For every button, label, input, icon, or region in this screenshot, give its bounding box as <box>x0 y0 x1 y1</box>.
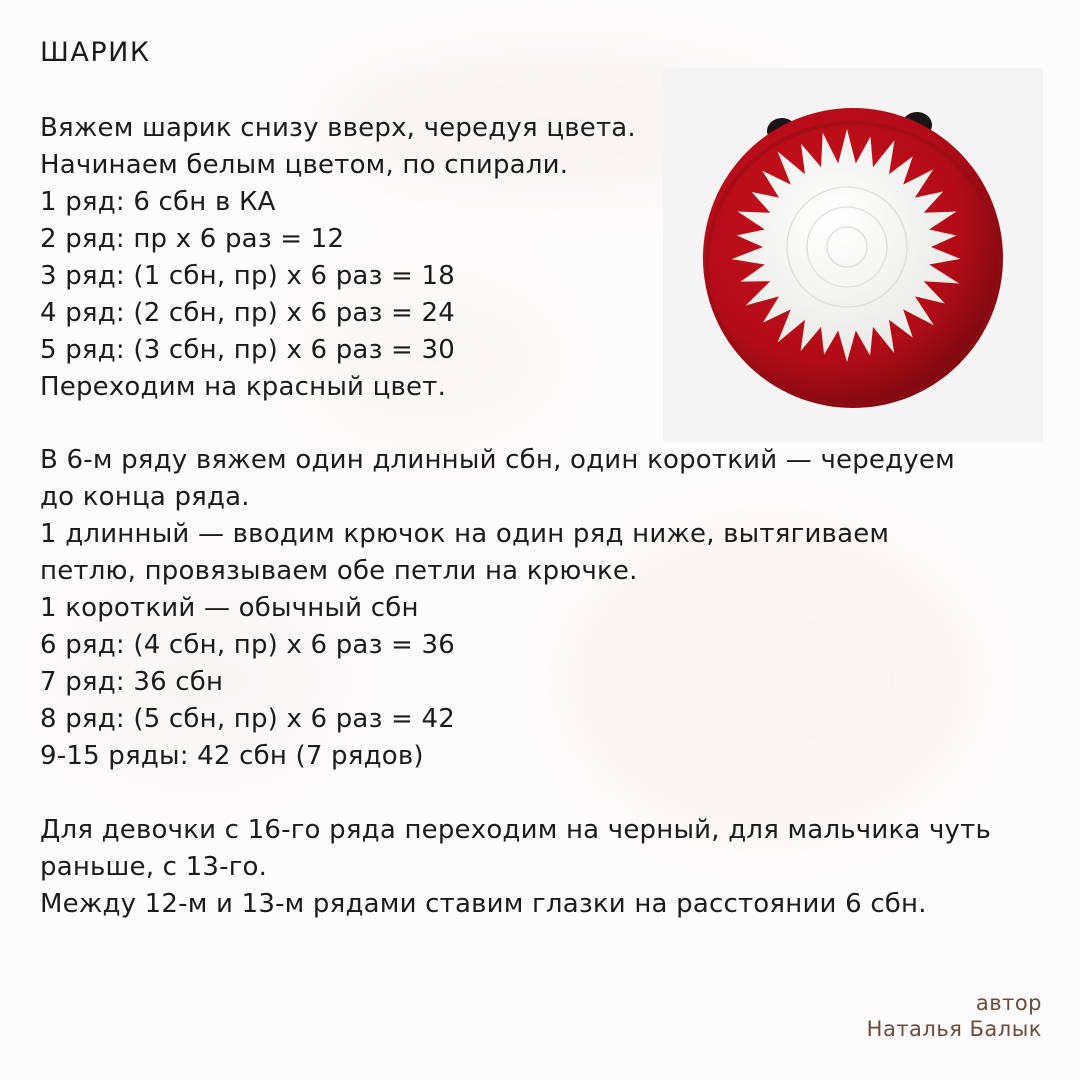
author-credit <box>867 990 1042 1042</box>
instruction-line: до конца ряда. <box>40 482 250 512</box>
instruction-line: Вяжем шарик снизу вверх, чередуя цвета. <box>40 113 636 143</box>
instruction-line: 9-15 ряды: 42 сбн (7 рядов) <box>40 741 424 771</box>
author-label: автор <box>975 991 1042 1015</box>
instruction-line: 3 ряд: (1 сбн, пр) х 6 раз = 18 <box>40 261 455 291</box>
instructions-section-rows <box>40 442 955 775</box>
instruction-line: 6 ряд: (4 сбн, пр) х 6 раз = 36 <box>40 630 455 660</box>
instruction-line: 1 короткий — обычный сбн <box>40 593 419 623</box>
instruction-line: 1 ряд: 6 сбн в КА <box>40 187 276 217</box>
instruction-line: Начинаем белым цветом, по спирали. <box>40 150 569 180</box>
instruction-line: 8 ряд: (5 сбн, пр) х 6 раз = 42 <box>40 704 455 734</box>
instruction-line: Для девочки с 16-го ряда переходим на черный, для мальчика чуть <box>40 815 991 845</box>
instruction-line: В 6-м ряду вяжем один длинный сбн, один короткий — чередуем <box>40 445 955 475</box>
instruction-line: 2 ряд: пр х 6 раз = 12 <box>40 224 345 254</box>
instruction-line: петлю, провязываем обе петли на крючке. <box>40 556 638 586</box>
instruction-line: Переходим на красный цвет. <box>40 372 447 402</box>
crochet-ball-photo <box>663 68 1043 442</box>
instructions-section-finish <box>40 812 991 923</box>
author-name: Наталья Балык <box>866 1017 1042 1041</box>
instruction-line: 1 длинный — вводим крючок на один ряд ниже, вытягиваем <box>40 519 890 549</box>
crochet-ball-illustration <box>663 68 1043 442</box>
instruction-line: 7 ряд: 36 сбн <box>40 667 224 697</box>
instruction-line: 4 ряд: (2 сбн, пр) х 6 раз = 24 <box>40 298 455 328</box>
instruction-line: 5 ряд: (3 сбн, пр) х 6 раз = 30 <box>40 335 455 365</box>
instruction-line: раньше, с 13-го. <box>40 852 268 882</box>
instruction-line: Между 12-м и 13-м рядами ставим глазки на расстоянии 6 сбн. <box>40 889 927 919</box>
page-title: ШАРИК <box>40 37 151 68</box>
instructions-section-start <box>40 110 636 406</box>
